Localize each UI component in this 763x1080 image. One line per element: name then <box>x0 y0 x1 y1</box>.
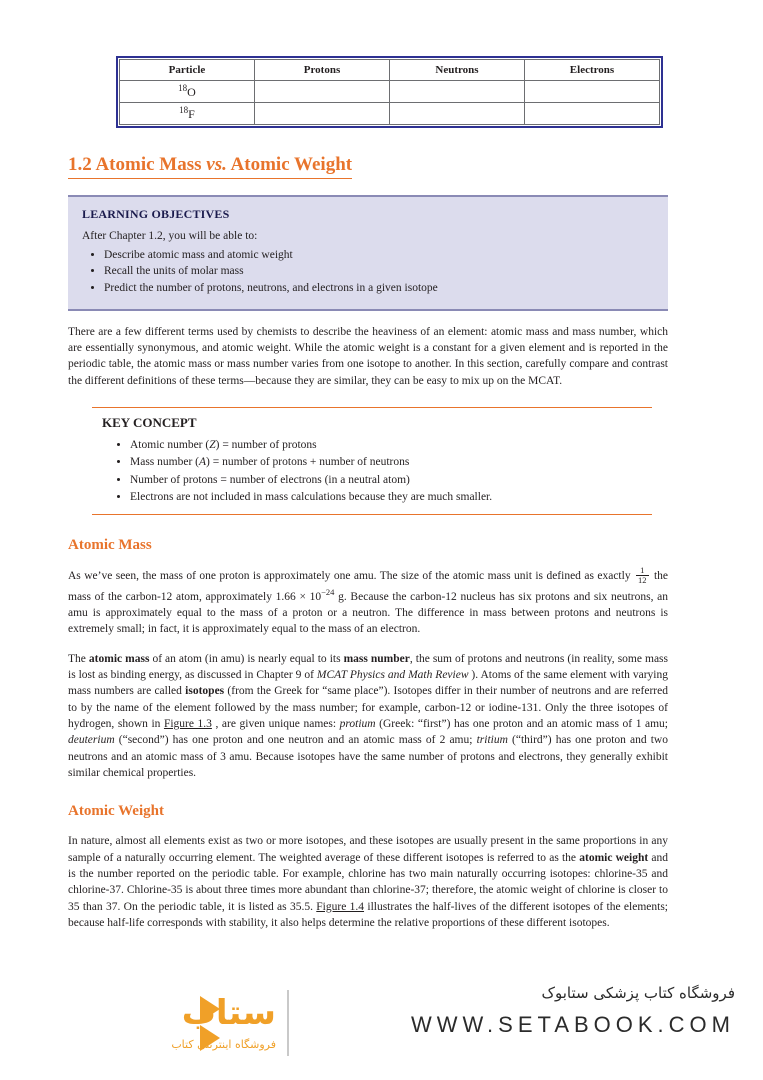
section-title-part1: Atomic Mass <box>95 154 207 175</box>
table-cell-particle <box>120 103 255 125</box>
fraction-one-twelfth <box>636 566 649 585</box>
section-title-italic: vs. <box>206 154 227 175</box>
text-run: As we’ve seen, the mass of one proton is approximately one amu. The size of the atomic mass unit is defined as exactly <box>68 570 631 583</box>
text-run: In nature, almost all elements exist as two or more isotopes, and these isotopes are usually present in the same proportions in any sample of a naturally occurring element. The weighted average of these different isotopes is referred to as the <box>68 835 668 864</box>
footer-banner <box>0 968 763 1080</box>
mass-number: 18 <box>179 105 189 115</box>
list-item: • Predict the number of protons, neutrons, and electrons in a given isotope <box>104 280 654 297</box>
list-item: • Describe atomic mass and atomic weight <box>104 247 654 264</box>
key-concept-box <box>92 407 652 515</box>
table-header-neutrons: Neutrons <box>390 60 525 81</box>
list-item <box>130 454 652 471</box>
section-number: 1.2 <box>68 154 92 175</box>
text-italic: deuterium <box>68 734 115 747</box>
exponent: −24 <box>321 586 335 597</box>
table-header-row <box>120 60 660 81</box>
element-symbol: O <box>187 85 196 99</box>
chevron-left-icon <box>200 996 220 1054</box>
isotope-table-container <box>116 56 663 128</box>
key-concept-title: KEY CONCEPT <box>102 415 197 431</box>
text-bold: isotopes <box>185 685 225 698</box>
element-symbol: F <box>188 107 195 121</box>
table-row <box>120 103 660 125</box>
table-cell-electrons[interactable] <box>525 81 660 103</box>
footer-url[interactable]: WWW.SETABOOK.COM <box>410 1012 735 1037</box>
kc-text-post: ) = number of protons <box>215 439 317 452</box>
kc-text-italic: Z <box>209 439 216 452</box>
brand-logo-text: ستاب <box>181 992 276 1033</box>
document-content <box>68 56 668 931</box>
text-bold: mass number <box>343 652 410 665</box>
text-italic: protium <box>339 718 376 731</box>
atomic-mass-paragraph-2 <box>68 651 668 782</box>
kc-text-post: ) = number of protons + number of neutrons <box>206 456 410 469</box>
atomic-weight-paragraph-1 <box>68 833 668 931</box>
text-run: ). Atoms of the same element with varying mass numbers are called <box>68 669 668 698</box>
nuclide-label <box>179 107 195 121</box>
kc-text-pre: Number of protons = number of electrons (in a neutral atom) <box>130 473 410 486</box>
figure-link-1-3[interactable]: Figure 1.3 <box>163 718 212 731</box>
isotope-table <box>119 59 660 125</box>
table-row <box>120 81 660 103</box>
text-bold: atomic weight <box>579 851 649 864</box>
text-run: (“second”) has one proton and one neutron and an atomic mass of 2 amu; <box>114 734 477 747</box>
table-cell-protons[interactable] <box>255 81 390 103</box>
kc-text-pre: Mass number ( <box>130 456 199 469</box>
learning-objectives-list <box>82 247 654 297</box>
table-header-particle: Particle <box>120 60 255 81</box>
intro-paragraph: There are a few different terms used by chemists to describe the heaviness of an element: atomic mass and mass number, which are essentially synonymous, and atomic weight. While the atomic weight is a constant for a given element and is reported in the periodic table, the atomic mass or mass number varies from one isotope to another. In this section, carefully compare and contrast the different definitions of these terms—because they are similar, they can be easy to mix up on the MCAT. <box>68 325 668 387</box>
heading-atomic-mass: Atomic Mass <box>68 537 152 554</box>
text-run: , are given unique names: <box>211 718 340 731</box>
table-cell-protons[interactable] <box>255 103 390 125</box>
section-title-part2: Atomic Weight <box>226 154 353 175</box>
footer-inner <box>0 968 763 1080</box>
list-item <box>130 437 652 454</box>
kc-text-pre: Electrons are not included in mass calculations because they are much smaller. <box>130 490 493 503</box>
brand-logo <box>26 980 276 1066</box>
text-run: and is the number reported on the periodic table. For example, chlorine has two main naturally occurring isotopes: chlorine-35 and chlorine-37. Chlorine-35 is about three times more abundant than chlorine-37; therefore, the atomic weight of chlorine is closer to 35 than 37. On the periodic table, it is listed as 35.5. <box>68 851 669 913</box>
nuclide-label <box>178 85 196 99</box>
atomic-mass-paragraph-1 <box>68 567 668 638</box>
brand-logo-subtitle: فروشگاه اینترنتی کتاب <box>171 1037 276 1051</box>
mass-number: 18 <box>178 83 188 93</box>
table-header-protons: Protons <box>255 60 390 81</box>
heading-atomic-weight: Atomic Weight <box>68 803 164 820</box>
list-item: • Recall the units of molar mass <box>104 263 654 280</box>
learning-objectives-title: LEARNING OBJECTIVES <box>82 206 230 221</box>
table-header-electrons: Electrons <box>525 60 660 81</box>
kc-text-italic: A <box>199 456 207 469</box>
text-run: (Greek: “first”) has one proton and an atomic mass of 1 amu; <box>375 718 668 731</box>
key-concept-list <box>92 437 652 506</box>
fraction-numerator: 1 <box>640 565 645 576</box>
text-run: illustrates the half-lives of the different isotopes of the elements; because half-life corresponds with stability, it also helps determine the relative proportions of these different isotopes. <box>68 900 668 930</box>
kc-text-pre: Atomic number ( <box>130 439 210 452</box>
table-cell-neutrons[interactable] <box>390 81 525 103</box>
learning-objectives-intro: After Chapter 1.2, you will be able to: <box>82 229 258 242</box>
text-run: The <box>68 652 89 665</box>
table-cell-electrons[interactable] <box>525 103 660 125</box>
text-run: , the sum of protons and neutrons (in reality, some mass is lost as binding energy, as discussed in Chapter 9 of <box>68 652 668 682</box>
table-cell-particle <box>120 81 255 103</box>
text-run: (from the Greek for “same place”). Isotopes differ in their number of neutrons and are referred to by the name of the element followed by the mass number; for example, carbon-12 or iodine-131. Only the three isotopes of hydrogen, shown in <box>68 685 668 731</box>
fraction-denominator: 12 <box>638 575 647 586</box>
table-cell-neutrons[interactable] <box>390 103 525 125</box>
learning-objectives-box <box>68 195 668 311</box>
list-item <box>130 472 652 489</box>
footer-tagline: فروشگاه کتاب پزشکی ستابوک <box>541 984 735 1002</box>
footer-info <box>405 984 735 1038</box>
text-run: (“third”) has one proton and two neutrons and an atomic mass of 3 amu. Because isotopes have the same number of protons and electrons, they generally exhibit similar chemical properties. <box>68 734 668 780</box>
text-italic: MCAT Physics and Math Review <box>316 669 469 682</box>
text-run: of an atom (in amu) is nearly equal to its <box>149 652 344 665</box>
page-title <box>68 154 352 179</box>
figure-link-1-4[interactable]: Figure 1.4 <box>316 900 365 913</box>
text-run: the mass of the carbon-12 atom, approximately 1.66 × 10 <box>68 570 669 603</box>
footer-divider <box>287 990 289 1056</box>
list-item <box>130 489 652 506</box>
text-bold: atomic mass <box>88 652 150 665</box>
text-italic: tritium <box>476 734 508 747</box>
text-run: g. Because the carbon-12 nucleus has six protons and six neutrons, an amu is approximately equal to the mass of a proton or a neutron. The difference in mass between protons and neutrons is extremely small; in fact, it is approximately equal to the mass of an electron. <box>68 590 669 636</box>
